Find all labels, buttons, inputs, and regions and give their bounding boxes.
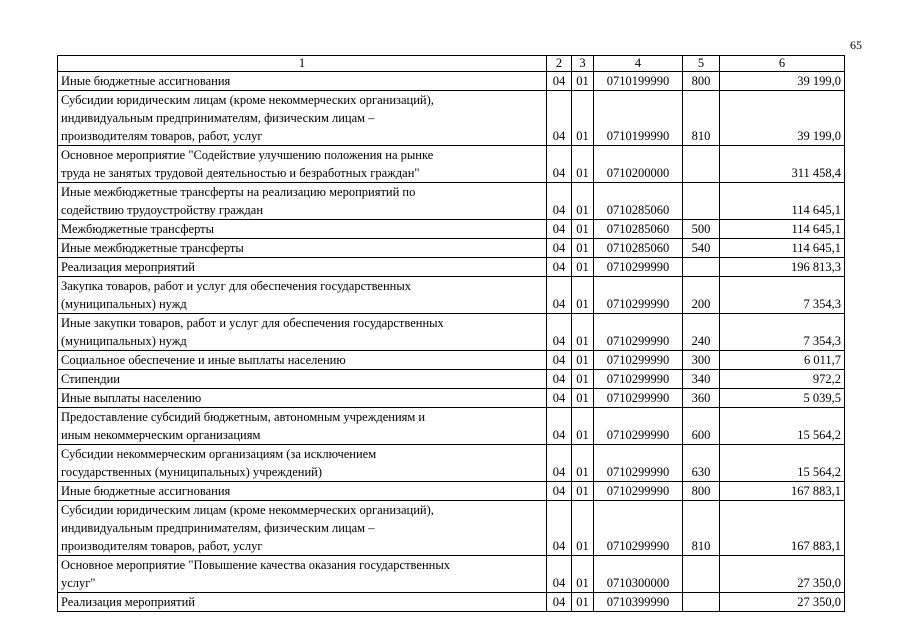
row-name-line: индивидуальным предпринимателям, физическим лицам –	[61, 521, 375, 535]
target-article-cell: 0710299990	[594, 445, 683, 482]
amount-cell: 6 011,7	[720, 351, 845, 370]
section-code-cell: 04	[547, 370, 572, 389]
expense-type-cell: 540	[683, 239, 720, 258]
header-col-4: 4	[594, 56, 683, 72]
row-name-cell	[58, 72, 547, 91]
row-name-line: Предоставление субсидий бюджетным, автономным учреждениям и	[61, 410, 426, 424]
row-name-cell	[58, 408, 547, 445]
row-name-line: иным некоммерческим организациям	[61, 428, 261, 442]
subsection-code-cell: 01	[572, 389, 594, 408]
row-name-cell	[58, 239, 547, 258]
section-code-cell: 04	[547, 146, 572, 183]
row-name-cell	[58, 501, 547, 556]
section-code-cell: 04	[547, 91, 572, 146]
row-name-cell	[58, 445, 547, 482]
target-article-cell: 0710299990	[594, 370, 683, 389]
row-name-cell	[58, 389, 547, 408]
target-article-cell: 0710299990	[594, 314, 683, 351]
target-article-cell: 0710299990	[594, 258, 683, 277]
subsection-code-cell: 01	[572, 277, 594, 314]
row-name-line: индивидуальным предпринимателям, физическим лицам –	[61, 111, 375, 125]
amount-cell: 15 564,2	[720, 445, 845, 482]
table-row	[58, 445, 845, 482]
target-article-cell: 0710299990	[594, 351, 683, 370]
table-row	[58, 146, 845, 183]
row-name-cell	[58, 351, 547, 370]
target-article-cell: 0710285060	[594, 239, 683, 258]
subsection-code-cell: 01	[572, 482, 594, 501]
section-code-cell: 04	[547, 277, 572, 314]
row-name-line: Социальное обеспечение и иные выплаты населению	[61, 353, 346, 367]
row-name-cell	[58, 277, 547, 314]
subsection-code-cell: 01	[572, 183, 594, 220]
row-name-line: Субсидии юридическим лицам (кроме некоммерческих организаций),	[61, 93, 434, 107]
expense-type-cell: 800	[683, 482, 720, 501]
table-row	[58, 314, 845, 351]
expense-type-cell: 800	[683, 72, 720, 91]
section-code-cell: 04	[547, 239, 572, 258]
row-name-line: услуг"	[61, 576, 96, 590]
subsection-code-cell: 01	[572, 91, 594, 146]
amount-cell: 972,2	[720, 370, 845, 389]
amount-cell: 196 813,3	[720, 258, 845, 277]
section-code-cell: 04	[547, 72, 572, 91]
section-code-cell: 04	[547, 445, 572, 482]
section-code-cell: 04	[547, 482, 572, 501]
header-col-2: 2	[547, 56, 572, 72]
table-row	[58, 72, 845, 91]
amount-cell: 167 883,1	[720, 501, 845, 556]
amount-cell: 5 039,5	[720, 389, 845, 408]
subsection-code-cell: 01	[572, 501, 594, 556]
target-article-cell: 0710299990	[594, 501, 683, 556]
amount-cell: 114 645,1	[720, 220, 845, 239]
section-code-cell: 04	[547, 408, 572, 445]
amount-cell: 7 354,3	[720, 277, 845, 314]
expense-type-cell: 200	[683, 277, 720, 314]
amount-cell: 167 883,1	[720, 482, 845, 501]
row-name-cell	[58, 482, 547, 501]
row-name-line: Закупка товаров, работ и услуг для обеспечения государственных	[61, 279, 412, 293]
section-code-cell: 04	[547, 258, 572, 277]
table-row	[58, 389, 845, 408]
table-row	[58, 556, 845, 593]
amount-cell: 311 458,4	[720, 146, 845, 183]
row-name-line: Иные межбюджетные трансферты	[61, 241, 244, 255]
target-article-cell: 0710199990	[594, 72, 683, 91]
expense-type-cell: 630	[683, 445, 720, 482]
table-header-row	[58, 56, 845, 72]
expense-type-cell	[683, 258, 720, 277]
header-col-6: 6	[720, 56, 845, 72]
target-article-cell: 0710299990	[594, 277, 683, 314]
expense-type-cell: 240	[683, 314, 720, 351]
header-col-3: 3	[572, 56, 594, 72]
row-name-line: Иные бюджетные ассигнования	[61, 484, 231, 498]
row-name-line: Иные закупки товаров, работ и услуг для обеспечения государственных	[61, 316, 444, 330]
table-row	[58, 183, 845, 220]
target-article-cell: 0710299990	[594, 408, 683, 445]
expense-type-cell: 810	[683, 501, 720, 556]
subsection-code-cell: 01	[572, 370, 594, 389]
subsection-code-cell: 01	[572, 220, 594, 239]
section-code-cell: 04	[547, 556, 572, 593]
target-article-cell: 0710299990	[594, 482, 683, 501]
table-row	[58, 593, 845, 612]
expense-type-cell: 360	[683, 389, 720, 408]
expense-type-cell: 600	[683, 408, 720, 445]
expense-type-cell: 500	[683, 220, 720, 239]
expense-type-cell: 300	[683, 351, 720, 370]
target-article-cell: 0710299990	[594, 389, 683, 408]
subsection-code-cell: 01	[572, 258, 594, 277]
amount-cell: 27 350,0	[720, 556, 845, 593]
table-row	[58, 408, 845, 445]
row-name-line: Субсидии юридическим лицам (кроме некоммерческих организаций),	[61, 503, 434, 517]
expense-type-cell: 340	[683, 370, 720, 389]
row-name-line: Реализация мероприятий	[61, 260, 195, 274]
row-name-cell	[58, 183, 547, 220]
table-row	[58, 370, 845, 389]
amount-cell: 15 564,2	[720, 408, 845, 445]
expense-type-cell	[683, 183, 720, 220]
amount-cell: 27 350,0	[720, 593, 845, 612]
row-name-line: производителям товаров, работ, услуг	[61, 129, 263, 143]
row-name-line: Иные бюджетные ассигнования	[61, 74, 231, 88]
row-name-line: Основное мероприятие "Содействие улучшению положения на рынке	[61, 148, 434, 162]
row-name-line: Стипендии	[61, 372, 120, 386]
table-row	[58, 220, 845, 239]
row-name-line: Иные выплаты населению	[61, 391, 202, 405]
section-code-cell: 04	[547, 314, 572, 351]
expense-type-cell: 810	[683, 91, 720, 146]
subsection-code-cell: 01	[572, 351, 594, 370]
amount-cell: 114 645,1	[720, 239, 845, 258]
row-name-cell	[58, 314, 547, 351]
expense-type-cell	[683, 146, 720, 183]
header-col-1: 1	[58, 56, 547, 72]
row-name-line: Основное мероприятие "Повышение качества оказания государственных	[61, 558, 450, 572]
subsection-code-cell: 01	[572, 239, 594, 258]
table-row	[58, 258, 845, 277]
row-name-line: государственных (муниципальных) учреждений)	[61, 465, 323, 479]
target-article-cell: 0710399990	[594, 593, 683, 612]
row-name-line: (муниципальных) нужд	[61, 297, 187, 311]
target-article-cell: 0710285060	[594, 183, 683, 220]
subsection-code-cell: 01	[572, 556, 594, 593]
subsection-code-cell: 01	[572, 593, 594, 612]
subsection-code-cell: 01	[572, 314, 594, 351]
amount-cell: 39 199,0	[720, 72, 845, 91]
row-name-line: Межбюджетные трансферты	[61, 222, 215, 236]
page-number: 65	[850, 38, 862, 52]
row-name-line: производителям товаров, работ, услуг	[61, 539, 263, 553]
section-code-cell: 04	[547, 593, 572, 612]
row-name-cell	[58, 220, 547, 239]
amount-cell: 114 645,1	[720, 183, 845, 220]
table-body	[58, 72, 845, 612]
table-row	[58, 351, 845, 370]
amount-cell: 7 354,3	[720, 314, 845, 351]
table-row	[58, 239, 845, 258]
row-name-cell	[58, 556, 547, 593]
section-code-cell: 04	[547, 220, 572, 239]
row-name-cell	[58, 258, 547, 277]
subsection-code-cell: 01	[572, 146, 594, 183]
row-name-line: содействию трудоустройству граждан	[61, 203, 264, 217]
row-name-cell	[58, 593, 547, 612]
header-col-5: 5	[683, 56, 720, 72]
amount-cell: 39 199,0	[720, 91, 845, 146]
section-code-cell: 04	[547, 389, 572, 408]
row-name-line: труда не занятых трудовой деятельностью и безработных граждан"	[61, 166, 420, 180]
expense-type-cell	[683, 593, 720, 612]
table-row	[58, 501, 845, 556]
section-code-cell: 04	[547, 183, 572, 220]
row-name-line: Реализация мероприятий	[61, 595, 195, 609]
section-code-cell: 04	[547, 351, 572, 370]
expense-type-cell	[683, 556, 720, 593]
subsection-code-cell: 01	[572, 408, 594, 445]
target-article-cell: 0710300000	[594, 556, 683, 593]
budget-table	[57, 55, 845, 612]
subsection-code-cell: 01	[572, 72, 594, 91]
row-name-cell	[58, 91, 547, 146]
target-article-cell: 0710285060	[594, 220, 683, 239]
section-code-cell: 04	[547, 501, 572, 556]
subsection-code-cell: 01	[572, 445, 594, 482]
table-row	[58, 91, 845, 146]
row-name-line: Субсидии некоммерческим организациям (за исключением	[61, 447, 377, 461]
target-article-cell: 0710199990	[594, 91, 683, 146]
table-row	[58, 277, 845, 314]
row-name-cell	[58, 370, 547, 389]
target-article-cell: 0710200000	[594, 146, 683, 183]
row-name-line: Иные межбюджетные трансферты на реализацию мероприятий по	[61, 185, 416, 199]
table-row	[58, 482, 845, 501]
row-name-line: (муниципальных) нужд	[61, 334, 187, 348]
row-name-cell	[58, 146, 547, 183]
